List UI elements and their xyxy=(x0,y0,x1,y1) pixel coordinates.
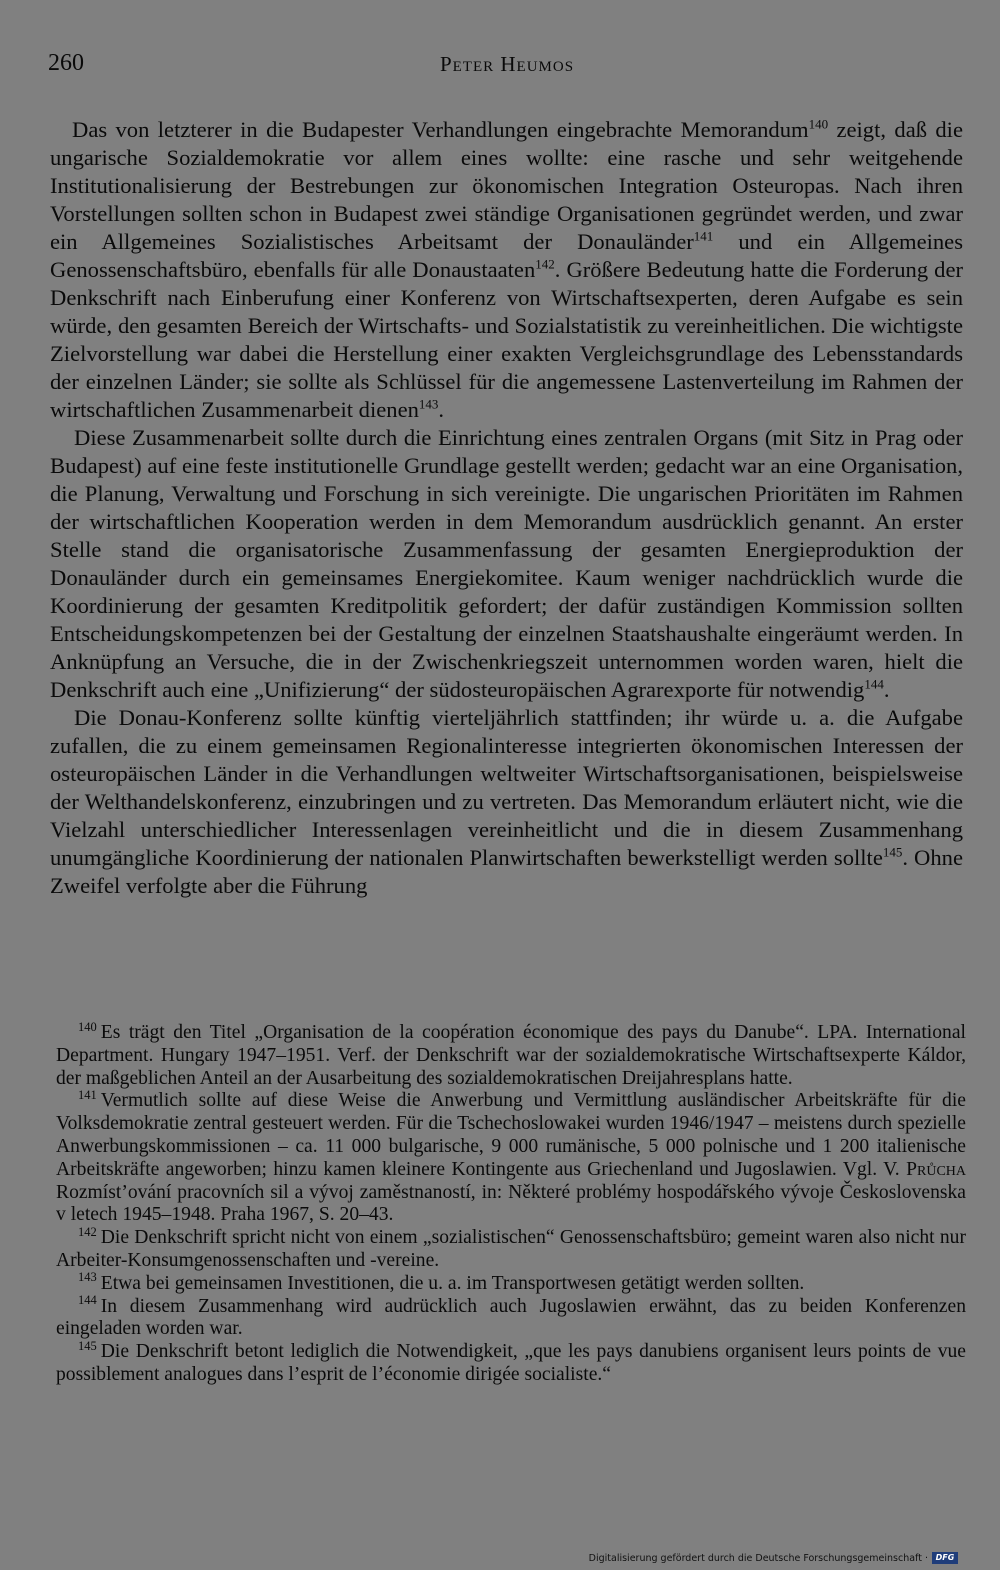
footnote-ref-144: 144 xyxy=(864,676,884,692)
footnote-text: Die Denkschrift spricht nicht von einem „sozialistischen“ Genossenschaftsbüro; gemeint waren also nicht nur Arbeiter-Konsumgenossenschaften und -vereine. xyxy=(56,1227,966,1271)
footnote-141 xyxy=(56,1087,966,1227)
footnote-ref-145: 145 xyxy=(882,844,903,860)
footnote-145 xyxy=(56,1338,966,1387)
text-run: . Größere Bedeutung hatte die Forderung der Denkschrift nach Einberufung einer Konferenz von Wirtschaftsexperten, deren Aufgabe es sein würde, den gesamten Bereich der Wirtschafts- und Sozialstatistik zu vereinheitlichen. Die wichtigste Zielvorstellung war dabei die Herstellung einer exakten Vergleichsgrundlage des Lebensstandards der einzelnen Länder; sie sollte als Schlüssel für die angemessene Lastenverteilung im Rahmen der wirtschaftlichen Zusammenarbeit dienen xyxy=(50,257,963,422)
text-run: und ein Allgemeines Genossenschaftsbüro, ebenfalls für alle Donaustaaten xyxy=(50,229,963,282)
digitization-credit xyxy=(589,1552,958,1564)
author-name: Průcha xyxy=(906,1158,966,1180)
text-run: . xyxy=(883,677,890,702)
footnote-ref-142: 142 xyxy=(535,256,555,272)
text-run: Die Donau-Konferenz sollte künftig vierteljährlich stattfinden; ihr würde u. a. die Aufgabe zufallen, die zu einem gemeinsamen Regionalinteresse integrierten ökonomischen Interessen der osteuropäischen Länder in die Verhandlungen weltweiter Wirtschaftsorganisationen, beispielsweise der Welthandelskonferenz, einzubringen und zu vertreten. Das Memorandum erläutert nicht, wie die Vielzahl unterschiedlicher Interessenlagen vereinheitlicht und die in diesem Zusammenhang unumgängliche Koordinierung der nationalen Planwirtschaften bewerkstelligt werden sollte xyxy=(50,705,963,870)
paragraph-3 xyxy=(50,704,963,900)
footnote-text: Etwa bei gemeinsamen Investitionen, die u. a. im Transportwesen getätigt werden sollten. xyxy=(100,1272,805,1294)
footnote-number: 143 xyxy=(78,1270,97,1285)
text-run: . Ohne Zweifel verfolgte aber die Führung xyxy=(50,845,963,898)
footnote-number: 145 xyxy=(78,1338,97,1353)
page-number: 260 xyxy=(48,50,84,76)
text-run: zeigt, daß die ungarische Sozialdemokratie vor allem eines wollte: eine rasche und sehr weitgehende Institutionalisierung der Bestrebungen zur ökonomischen Integration Osteuropas. Nach ihren Vorstellungen sollten schon in Budapest zwei ständige Organisationen gegründet werden, und zwar ein Allgemeines Sozialistisches Arbeitsamt der Donauländer xyxy=(50,117,963,254)
footnote-140 xyxy=(56,1019,966,1090)
footnote-number: 141 xyxy=(78,1087,97,1102)
footnote-ref-140: 140 xyxy=(808,116,829,132)
footnote-number: 144 xyxy=(78,1293,97,1308)
paragraph-2 xyxy=(50,424,963,704)
footnote-number: 140 xyxy=(78,1019,97,1034)
footnote-ref-143: 143 xyxy=(418,396,439,412)
footnote-text: Es trägt den Titel „Organisation de la coopération économique des pays du Danube“. LPA. International Department. Hungary 1947–1951. Verf. der Denkschrift war der sozialdemokratische Wirtschaftsexperte Káldor, der maßgeblichen Anteil an der Ausarbeitung des sozialdemokratischen Dreijahresplans hatte. xyxy=(56,1022,966,1089)
paragraph-1 xyxy=(50,116,963,424)
footnote-143 xyxy=(56,1270,966,1296)
running-title: Peter Heumos xyxy=(439,52,575,76)
dfg-logo-icon: DFG xyxy=(932,1552,958,1564)
footnote-144 xyxy=(56,1293,966,1342)
footnotes xyxy=(56,1019,966,1387)
footnote-142 xyxy=(56,1224,966,1273)
text-run: Diese Zusammenarbeit sollte durch die Einrichtung eines zentralen Organs (mit Sitz in Prag oder Budapest) auf eine feste institutionelle Grundlage gestellt werden; gedacht war an eine Organisation, die Planung, Verwaltung und Forschung in sich vereinigte. Die ungarischen Prioritäten im Rahmen der wirtschaftlichen Kooperation werden in dem Memorandum ausdrücklich genannt. An erster Stelle stand die organisatorische Zusammenfassung der gesamten Energieproduktion der Donauländer durch ein gemeinsames Energiekomitee. Kaum weniger nachdrücklich wurde die Koordinierung der gesamten Kreditpolitik gefordert; der dafür zuständigen Kommission sollten Entscheidungskompetenzen bei der Gestaltung der einzelnen Staatshaushalte eingeräumt werden. In Anknüpfung an Versuche, die in der Zwischenkriegszeit unternommen worden waren, hielt die Denkschrift auch eine „Unifizierung“ der südosteuropäischen Agrarexporte für notwendig xyxy=(50,425,963,702)
credit-text: Digitalisierung gefördert durch die Deutsche Forschungsgemeinschaft · xyxy=(588,1552,928,1564)
footnote-ref-141: 141 xyxy=(693,228,714,244)
footnote-text: Die Denkschrift betont lediglich die Notwendigkeit, „que les pays danubiens organisent leurs points de vue possiblement analogues dans l’esprit de l’économie dirigée socialiste.“ xyxy=(56,1341,966,1385)
text-run: Das von letzterer in die Budapester Verhandlungen eingebrachte Memorandum xyxy=(72,117,809,142)
footnote-text: Vermutlich sollte auf diese Weise die Anwerbung und Vermittlung ausländischer Arbeitskräfte für die Volksdemokratie zentral gesteuert werden. Für die Tschechoslowakei wurden 1946/1947 – meistens durch spezielle Anwerbungskommissionen – ca. 11 000 bulgarische, 9 000 rumänische, 5 000 polnische und 1 200 italienische Arbeitskräfte angeworben; hinzu kamen kleinere Kontingente aus Griechenland und Jugoslawien. Vgl. V. xyxy=(56,1090,966,1180)
text-run: . xyxy=(438,397,445,422)
footnote-text: In diesem Zusammenhang wird audrücklich auch Jugoslawien erwähnt, das zu beiden Konferenzen eingeladen worden war. xyxy=(56,1295,966,1340)
footnote-text: Rozmíst’ování pracovních sil a vývoj zaměstnaností, in: Některé problémy hospodářského vývoje Československa v letech 1945–1948. Praha 1967, S. 20–43. xyxy=(56,1181,966,1226)
running-head xyxy=(48,50,966,84)
main-text xyxy=(50,116,963,900)
footnote-number: 142 xyxy=(78,1224,97,1239)
